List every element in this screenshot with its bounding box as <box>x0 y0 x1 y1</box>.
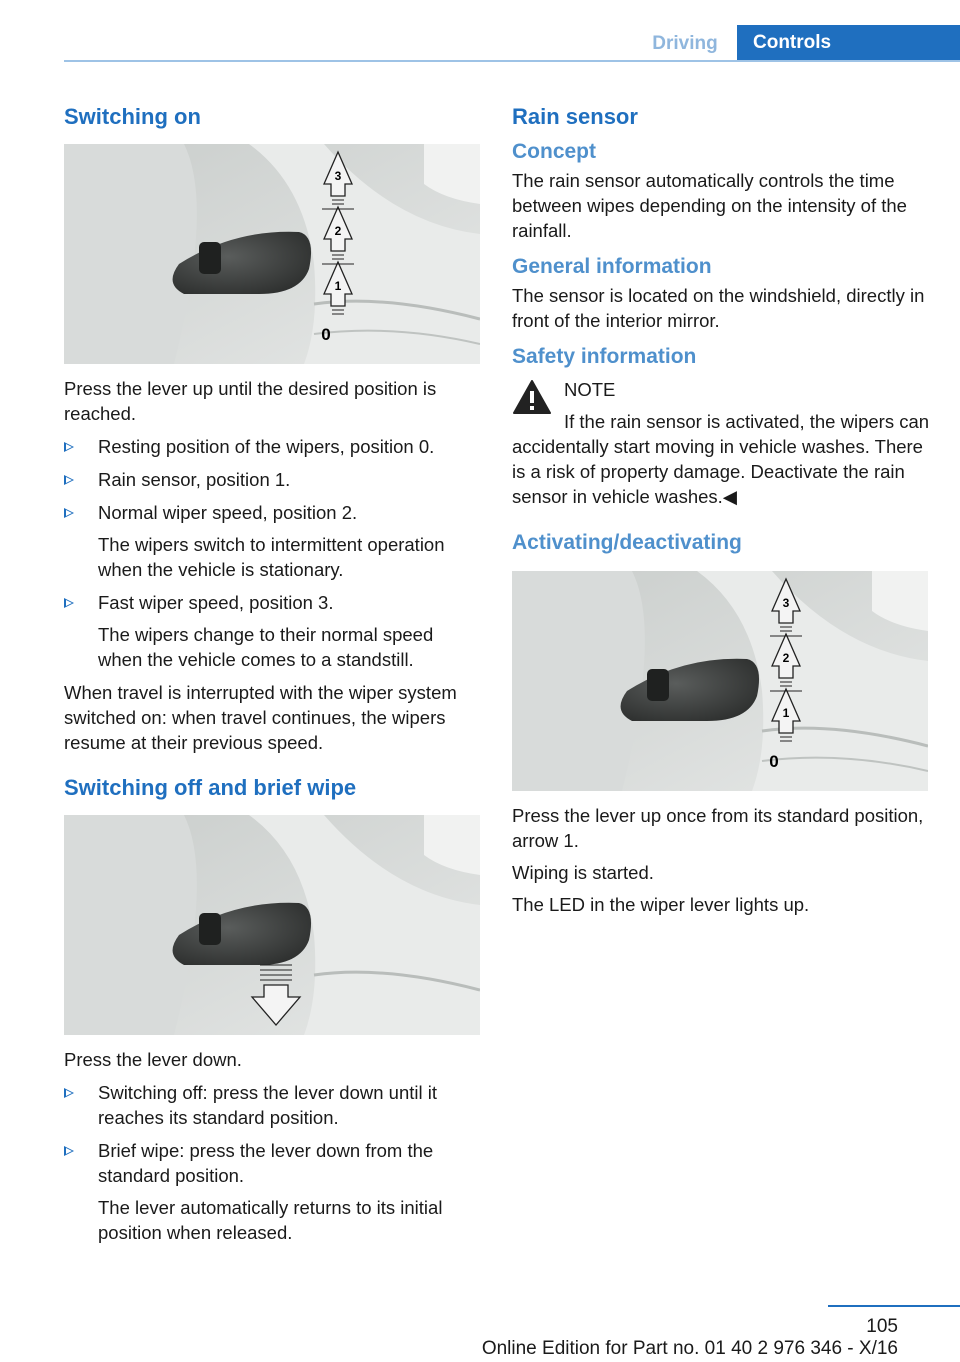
activating-text-3: The LED in the wiper lever lights up. <box>512 894 810 915</box>
list-item: Normal wiper speed, position 2. The wipers switch to intermittent operation when the vehicle is stationary. <box>64 500 480 582</box>
warning-triangle-icon <box>512 379 552 415</box>
safety-note <box>512 377 930 509</box>
figure-position-0: 0 <box>769 752 779 771</box>
concept-text: The rain sensor automatically controls the time between wipes depending on the intensity of the rainfall. <box>512 170 907 241</box>
figure-position-3: 3 <box>334 169 342 183</box>
list-item: Fast wiper speed, position 3. The wipers change to their normal speed when the vehicle comes to a standstill. <box>64 590 480 672</box>
switching-on-outro: When travel is interrupted with the wiper system switched on: when travel continues, the wipers resume at their previous speed. <box>64 682 457 753</box>
triangle-bullet-icon <box>64 598 74 608</box>
wiper-lever-up-figure <box>64 144 480 364</box>
wiper-lever-down-figure <box>64 815 480 1035</box>
header-chapter-controls: Controls <box>737 25 960 61</box>
section-title-rain-sensor: Rain sensor <box>512 104 638 129</box>
switching-on-list <box>64 434 480 672</box>
note-label: NOTE <box>564 379 616 400</box>
general-information-text: The sensor is located on the windshield, directly in front of the interior mirror. <box>512 285 925 331</box>
subsection-title-safety-information: Safety information <box>512 345 697 368</box>
page-number: 105 <box>866 1316 898 1337</box>
subsection-title-general-information: General information <box>512 255 712 278</box>
figure-position-3: 3 <box>782 596 790 610</box>
figure-position-2: 2 <box>334 224 342 238</box>
subsection-title-activating: Activating/deactivating <box>512 531 742 554</box>
switching-off-intro: Press the lever down. <box>64 1049 242 1070</box>
edition-line: Online Edition for Part no. 01 40 2 976 346 - X/16 <box>481 1338 898 1359</box>
triangle-bullet-icon <box>64 1146 74 1156</box>
left-column <box>64 100 480 1245</box>
rain-sensor-lever-figure <box>512 571 928 791</box>
triangle-bullet-icon <box>64 1088 74 1098</box>
activating-text-1: Press the lever up once from its standard position, arrow 1. <box>512 805 924 851</box>
header-rule <box>64 60 960 62</box>
activating-text-2: Wiping is started. <box>512 862 654 883</box>
note-text: If the rain sensor is activated, the wipers can accidentally start moving in vehicle washes. There is a risk of property damage. Deactivate the rain sensor in vehicle washes.◀ <box>512 411 930 507</box>
figure-position-1: 1 <box>782 706 790 720</box>
list-item-note: The lever automatically returns to its initial position when released. <box>98 1197 443 1243</box>
section-title-switching-on: Switching on <box>64 104 201 129</box>
list-item: Brief wipe: press the lever down from the standard position. The lever automatically returns to its initial position when released. <box>64 1138 480 1245</box>
triangle-bullet-icon <box>64 508 74 518</box>
list-item: Switching off: press the lever down until it reaches its standard position. <box>64 1080 480 1130</box>
switching-on-intro: Press the lever up until the desired position is reached. <box>64 378 437 424</box>
list-item: Rain sensor, position 1. <box>64 467 480 492</box>
switching-off-list <box>64 1080 480 1245</box>
triangle-bullet-icon <box>64 442 74 452</box>
list-item: Resting position of the wipers, position 0. <box>64 434 480 459</box>
triangle-bullet-icon <box>64 475 74 485</box>
header-section-driving: Driving <box>652 33 718 54</box>
figure-position-2: 2 <box>782 651 790 665</box>
section-title-switching-off: Switching off and brief wipe <box>64 775 357 800</box>
list-item-note: The wipers change to their normal speed when the vehicle comes to a standstill. <box>98 624 434 670</box>
footer-rule <box>828 1305 960 1307</box>
figure-position-1: 1 <box>334 279 342 293</box>
subsection-title-concept: Concept <box>512 140 596 163</box>
right-column <box>512 100 930 917</box>
figure-position-0: 0 <box>321 325 331 344</box>
list-item-note: The wipers switch to intermittent operation when the vehicle is stationary. <box>98 534 445 580</box>
